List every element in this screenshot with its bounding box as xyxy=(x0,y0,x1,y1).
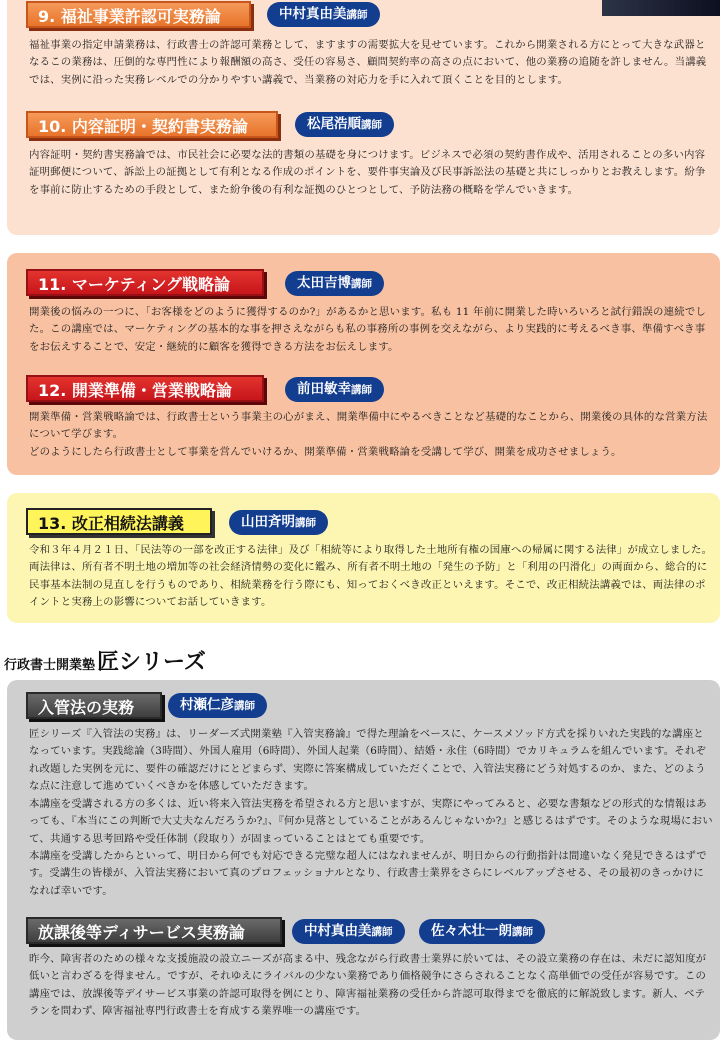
takumi-series-block xyxy=(7,680,720,1040)
lecturer-badge-9 xyxy=(267,2,380,27)
course-block-11-12 xyxy=(7,253,720,475)
lecturer-name: 山田斉明 xyxy=(241,514,295,530)
series-heading xyxy=(4,645,206,675)
course-title-11: 11. マーケティング戦略論 xyxy=(26,269,264,296)
lecturer-name: 太田吉博 xyxy=(297,275,351,291)
course-title-13: 13. 改正相続法講義 xyxy=(26,508,212,535)
lecturer-name: 松尾浩順 xyxy=(307,116,361,132)
course-title-12: 12. 開業準備・営業戦略論 xyxy=(26,375,264,402)
course-description-immigration-3: 本講座を受講したからといって、明日から何でも対応できる完璧な超人にはなれませんが、明日からの行動指針は間違いなく発見できるはずです。受講生の皆様が、入管法実務において真のプロフェッショナルとなり、行政書士業界をさらにレベルアップさせる、その最初のきっかけになれば幸いです。 xyxy=(29,850,707,897)
lecturer-badge-12 xyxy=(285,377,384,402)
lecturer-badge-after-school-2 xyxy=(419,919,545,944)
lecturer-name: 中村真由美 xyxy=(279,6,347,22)
course-block-13 xyxy=(7,493,720,623)
lecturer-suffix: 講師 xyxy=(371,926,393,938)
course-description-9: 福祉事業の指定申請業務は、行政書士の許認可業務として、ますますの需要拡大を見せています。これから開業される方にとって大きな武器となるこの業務は、圧倒的な専門性により報酬額の高さ、受任の容易さ、顧問契約率の高さの点において、他の業務の追随を許しません。当講義では、実例に沿った実務レベルでの分かりやすい講義で、当業務の対応力を手に入れて頂くことを目的とします。 xyxy=(29,39,707,86)
course-description-after-school: 昨今、障害者のための様々な支援施設の設立ニーズが高まる中、残念ながら行政書士業界に於いては、その設立業務の存在は、未だに認知度が低いと言わざるを得ません。ですが、それゆえにライバルの少ない業務であり価格競争にさらされることなく高単価での受任が容易です。この講座では、放課後等デイサービス事業の許認可取得を例にとり、障害福祉業務の受任から許認可取得までを徹底的に解説致します。新人、ベテランを問わず、障害福祉専門行政書士を育成する業界唯一の講座です。 xyxy=(29,953,707,1018)
lecturer-suffix: 講師 xyxy=(295,517,316,529)
lecturer-name: 佐々木壮一朗 xyxy=(431,923,512,939)
series-prefix: 行政書士開業塾 xyxy=(4,658,96,673)
course-description-immigration-2: 本講座を受講される方の多くは、近い将来入管法実務を希望される方と思いますが、実際にやってみると、必要な書類などの形式的な情報はあっても、『本当にこの判断で大丈夫なんだろうか?』、『何か見落としていることがあるんじゃないか?』と感じるはずです。そのような現場において、共通する思考回路や受任体制（段取り）が固まっていることはとても重要です。 xyxy=(29,798,713,845)
lecturer-suffix: 講師 xyxy=(512,926,533,938)
lecturer-badge-10 xyxy=(295,112,394,137)
header-photo-corner xyxy=(602,0,720,16)
course-title-immigration: 入管法の実務 xyxy=(26,692,162,719)
lecturer-badge-immigration xyxy=(168,693,267,718)
course-description-immigration-1: 匠シリーズ『入管法の実務』は、リーダーズ式開業塾『入管実務論』で得た理論をベースに、ケースメソッド方式を採りいれた実践的な講座となっています。実践総論（3時間）、外国人雇用（6時間）、外国人起業（6時間）、結婚・永住（6時間）でカリキュラムを組んでいます。それぞれ改題した実例を元に、要件の確認だけにとどまらず、実際に答案構成していただくことで、入管法実務にどう対処するのか、また、どのような点に注意して進めていくべきかを体感していただきます。 xyxy=(29,728,707,793)
course-description-10: 内容証明・契約書実務論では、市民社会に必要な法的書類の基礎を身につけます。ビジネスで必須の契約書作成や、活用されることの多い内容証明郵便について、訴訟上の証拠として有利となる作成のポイントを、要件事実論及び民事訴訟法の基礎と共にしっかりとお教えします。紛争を事前に防止するための手段として、また紛争後の有利な証拠のひとつとして、予防法務の概略を学んでいきます。 xyxy=(29,149,706,196)
lecturer-name: 村瀬仁彦 xyxy=(180,697,234,713)
lecturer-suffix: 講師 xyxy=(351,384,372,396)
lecturer-name: 中村真由美 xyxy=(304,923,372,939)
course-description-11: 開業後の悩みの一つに、「お客様をどのように獲得するのか?」があるかと思います。私も 11 年前に開業した時いろいろと試行錯誤の連続でした。この講座では、マーケティングの基本的な事を押さえながらも私の事務所の事例を交えながら、より実践的に考えるべき事、準備すべき事をお伝えすることで、安定・継続的に顧客を獲得できる方法をお伝えします。 xyxy=(29,306,706,353)
lecturer-suffix: 講師 xyxy=(346,9,368,21)
course-title-9: 9. 福祉事業許認可実務論 xyxy=(26,1,251,28)
lecturer-name: 前田敏幸 xyxy=(297,381,351,397)
course-block-9-10 xyxy=(7,0,720,235)
lecturer-suffix: 講師 xyxy=(234,700,255,712)
lecturer-badge-13 xyxy=(229,510,328,535)
lecturer-badge-after-school-1 xyxy=(292,919,405,944)
lecturer-suffix: 講師 xyxy=(351,278,372,290)
course-description-12a: 開業準備・営業戦略論では、行政書士という事業主の心がまえ、開業準備中にやるべきことなど基礎的なことから、開業後の具体的な営業方法について学びます。 xyxy=(29,411,708,441)
lecturer-suffix: 講師 xyxy=(361,119,382,131)
course-description-12b: どのようにしたら行政書士として事業を営んでいけるか、開業準備・営業戦略論を受講して学び、開業を成功させましょう。 xyxy=(29,446,622,458)
course-description-13: 令和３年４月２１日、「民法等の一部を改正する法律」及び「相続等により取得した土地所有権の国庫への帰属に関する法律」が成立しました。両法律は、所有者不明土地の増加等の社会経済情勢の変化に鑑み、所有者不明土地の「発生の予防」と「利用の円滑化」の両面から、総合的に民事基本法制の見直しを行うものであり、相続業務を行う際にも、知っておくべき改正といえます。そこで、改正相続法講義では、両法律のポイントと実務上の影響についてお話していきます。 xyxy=(29,544,713,609)
series-name: 匠シリーズ xyxy=(97,649,206,675)
course-title-10: 10. 内容証明・契約書実務論 xyxy=(26,111,278,138)
course-title-after-school: 放課後等ディサービス実務論 xyxy=(26,917,282,944)
lecturer-badge-11 xyxy=(285,271,384,296)
